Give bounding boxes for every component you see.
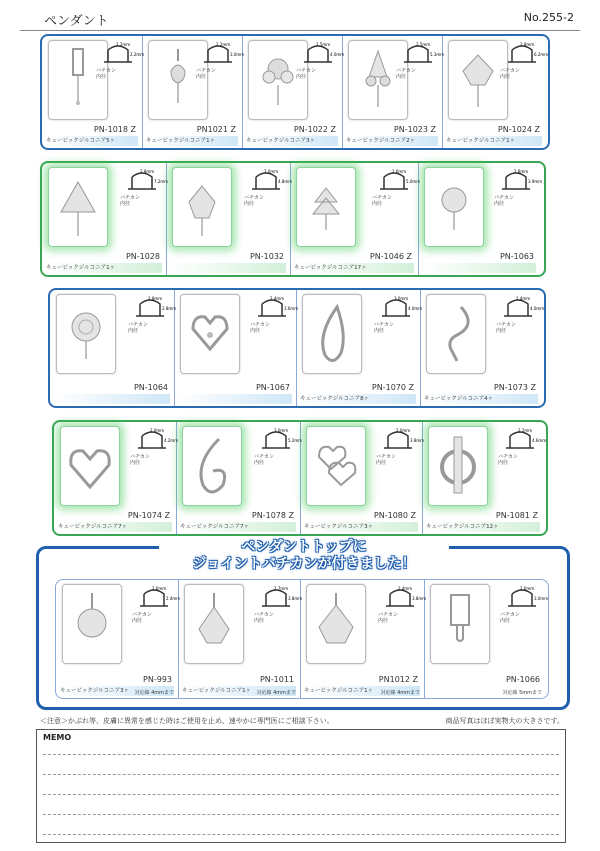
product-card[interactable]: [290, 163, 419, 275]
svg-text:6.2mm: 6.2mm: [534, 52, 549, 57]
chain-size-note: 対応線 4mmまで: [134, 690, 174, 696]
stone-note: キュービックジルコニア7ヶ: [58, 522, 172, 532]
product-card[interactable]: [178, 580, 301, 698]
bail-diagram-icon: 2.5mm 4.0mm バチカン 内径: [296, 42, 345, 80]
product-card[interactable]: [174, 290, 297, 406]
svg-text:2.6mm: 2.6mm: [520, 586, 535, 591]
banner-title: ペンダントトップに ジョイントバチカンが付きました！: [159, 539, 449, 577]
pendant-photo-icon: [428, 426, 488, 506]
pendant-photo-icon: [302, 294, 362, 374]
memo-label: MEMO: [43, 733, 72, 742]
product-card[interactable]: [296, 290, 421, 406]
pendant-photo-icon: [62, 584, 122, 664]
svg-text:2.2mm: 2.2mm: [116, 42, 131, 47]
svg-text:3.8mm: 3.8mm: [410, 438, 425, 443]
pendant-photo-icon: [182, 426, 242, 506]
product-code: PN-1074 Z: [127, 511, 170, 520]
bail-diagram-icon: 2.2mm 4.6mm バチカン 内径: [498, 428, 547, 466]
memo-line: [43, 774, 559, 775]
caution-notice: ＜注意＞かぶれ等、皮膚に異常を感じた時はご使用を止め、速やかに専門医にご相談下さい。: [40, 717, 334, 725]
product-card[interactable]: [342, 36, 443, 148]
bail-diagram-icon: 2.2mm 3.0mm バチカン 内径: [196, 42, 245, 80]
bail-diagram-icon: 2.6mm 5.0mm バチカン 内径: [372, 169, 421, 207]
stone-note: [170, 263, 286, 273]
product-card[interactable]: [166, 163, 291, 275]
product-card[interactable]: [300, 422, 423, 534]
stone-note: キュービックジルコニア1ヶ: [46, 263, 162, 273]
stone-note: キュービックジルコニア7ヶ: [180, 522, 296, 532]
bail-diagram-icon: 2.5mm 5.3mm バチカン 内径: [396, 42, 445, 80]
svg-text:2.8mm: 2.8mm: [162, 306, 177, 311]
svg-text:4.6mm: 4.6mm: [532, 438, 547, 443]
svg-text:4.0mm: 4.0mm: [530, 306, 545, 311]
svg-text:2.4mm: 2.4mm: [166, 596, 181, 601]
svg-text:2.4mm: 2.4mm: [516, 296, 531, 301]
bail-diagram-icon: 3.0mm 4.8mm バチカン 内径: [244, 169, 293, 207]
product-card[interactable]: [42, 163, 167, 275]
bail-diagram-icon: 2.6mm 3.0mm バチカン 内径: [500, 586, 549, 624]
stone-note: キュービックジルコニア1ヶ: [446, 136, 542, 146]
pendant-photo-icon: [306, 426, 366, 506]
product-code: PN-1067: [255, 383, 290, 392]
pendant-photo-icon: [48, 40, 108, 120]
bail-diagram-icon: 2.8mm 2.8mm バチカン 内径: [128, 296, 177, 334]
bail-diagram-icon: 2.7mm 3.8mm バチカン 内径: [254, 586, 303, 624]
pendant-photo-icon: [306, 584, 366, 664]
product-card[interactable]: [56, 580, 179, 698]
svg-text:3.8mm: 3.8mm: [288, 596, 303, 601]
svg-text:2.2mm: 2.2mm: [216, 42, 231, 47]
product-card[interactable]: [42, 36, 143, 148]
bail-diagram-icon: 3.0mm 4.0mm バチカン 内径: [374, 296, 423, 334]
product-code: PN-1081 Z: [495, 511, 538, 520]
svg-text:2.0mm: 2.0mm: [150, 428, 165, 433]
bail-diagram-icon: 2.4mm 4.0mm バチカン 内径: [496, 296, 545, 334]
banner-products: [55, 579, 549, 699]
product-code: PN-1066: [505, 675, 540, 684]
svg-text:2.8mm: 2.8mm: [520, 42, 535, 47]
product-code: PN-1078 Z: [251, 511, 294, 520]
bail-diagram-icon: 2.0mm 3.8mm バチカン 内径: [376, 428, 425, 466]
joint-bail-banner: [36, 539, 570, 710]
stone-note: キュービックジルコニア1ヶ: [146, 136, 238, 146]
svg-text:2.2mm: 2.2mm: [130, 52, 145, 57]
svg-text:2.8mm: 2.8mm: [140, 169, 155, 174]
svg-text:4.2mm: 4.2mm: [164, 438, 179, 443]
product-code: PN-1018 Z: [93, 125, 136, 134]
bail-diagram-icon: 2.2mm 2.2mm バチカン 内径: [96, 42, 145, 80]
stone-note: [178, 394, 292, 404]
product-card[interactable]: [300, 580, 425, 698]
product-card[interactable]: [242, 36, 343, 148]
svg-text:4.0mm: 4.0mm: [330, 52, 345, 57]
product-section-1: [40, 34, 550, 150]
product-card[interactable]: [142, 36, 243, 148]
svg-text:5.0mm: 5.0mm: [406, 179, 421, 184]
pendant-photo-icon: [60, 426, 120, 506]
product-card[interactable]: [50, 290, 175, 406]
stone-note: キュービックジルコニア1ヶ: [182, 686, 296, 696]
bail-diagram-icon: 2.4mm 3.8mm バチカン 内径: [378, 586, 427, 624]
memo-line: [43, 814, 559, 815]
product-code: PN-1023 Z: [393, 125, 436, 134]
svg-text:3.9mm: 3.9mm: [528, 179, 543, 184]
photo-size-note: 商品写真はほぼ実物大の大きさです。: [445, 717, 564, 725]
product-code: PN1021 Z: [196, 125, 236, 134]
svg-text:3.0mm: 3.0mm: [230, 52, 245, 57]
product-code: PN-1073 Z: [493, 383, 536, 392]
pendant-photo-icon: [248, 40, 308, 120]
bail-diagram-icon: 2.4mm 3.6mm バチカン 内径: [250, 296, 299, 334]
product-code: PN-1028: [125, 252, 160, 261]
chain-size-note: 対応線 4mmまで: [256, 690, 296, 696]
stone-note: キュービックジルコニア17ヶ: [294, 263, 414, 273]
bail-diagram-icon: 2.0mm 4.2mm バチカン 内径: [130, 428, 179, 466]
pendant-photo-icon: [148, 40, 208, 120]
bail-diagram-icon: 2.8mm 6.2mm バチカン 内径: [500, 42, 549, 80]
pendant-photo-icon: [296, 167, 356, 247]
bail-diagram-icon: 2.8mm 7.2mm バチカン 内径: [120, 169, 169, 207]
svg-text:7.2mm: 7.2mm: [154, 179, 169, 184]
svg-text:2.4mm: 2.4mm: [398, 586, 413, 591]
svg-text:5.2mm: 5.2mm: [288, 438, 303, 443]
chain-size-note: 対応線 5mmまで: [502, 690, 542, 696]
stone-note: [422, 263, 536, 273]
product-code: PN-1070 Z: [371, 383, 414, 392]
svg-text:2.8mm: 2.8mm: [514, 169, 529, 174]
stone-note: キュービックジルコニア3ヶ: [60, 686, 174, 696]
svg-text:3.0mm: 3.0mm: [274, 428, 289, 433]
chain-size-note: 対応線 4mmまで: [380, 690, 420, 696]
svg-text:2.7mm: 2.7mm: [274, 586, 289, 591]
bail-diagram-icon: 2.6mm 2.4mm バチカン 内径: [132, 586, 181, 624]
page-header: [20, 8, 580, 31]
page-title: ペンダント: [44, 14, 109, 29]
svg-text:2.6mm: 2.6mm: [152, 586, 167, 591]
svg-text:4.8mm: 4.8mm: [278, 179, 293, 184]
product-code: PN-993: [143, 675, 172, 684]
svg-text:2.4mm: 2.4mm: [270, 296, 285, 301]
stone-note: キュービックジルコニア3ヶ: [246, 136, 338, 146]
pendant-photo-icon: [430, 584, 490, 664]
product-code: PN1012 Z: [378, 675, 418, 684]
product-section-4: [52, 420, 548, 536]
pendant-photo-icon: [424, 167, 484, 247]
svg-text:3.0mm: 3.0mm: [534, 596, 549, 601]
product-section-3: [48, 288, 546, 408]
svg-text:2.5mm: 2.5mm: [416, 42, 431, 47]
svg-text:2.0mm: 2.0mm: [396, 428, 411, 433]
memo-line: [43, 754, 559, 755]
svg-text:2.6mm: 2.6mm: [392, 169, 407, 174]
product-code: PN-1046 Z: [369, 252, 412, 261]
svg-text:3.8mm: 3.8mm: [412, 596, 427, 601]
pendant-photo-icon: [448, 40, 508, 120]
svg-text:5.3mm: 5.3mm: [430, 52, 445, 57]
svg-text:2.2mm: 2.2mm: [518, 428, 533, 433]
pendant-photo-icon: [184, 584, 244, 664]
pendant-photo-icon: [48, 167, 108, 247]
product-code: PN-1011: [259, 675, 294, 684]
product-code: PN-1063: [499, 252, 534, 261]
pendant-photo-icon: [348, 40, 408, 120]
pendant-photo-icon: [56, 294, 116, 374]
stone-note: キュービックジルコニア12ヶ: [426, 522, 540, 532]
memo-line: [43, 834, 559, 835]
memo-line: [43, 794, 559, 795]
stone-note: キュービックジルコニア1ヶ: [304, 686, 420, 696]
product-card[interactable]: [442, 36, 549, 148]
svg-text:3.6mm: 3.6mm: [284, 306, 299, 311]
product-card[interactable]: [418, 163, 543, 275]
product-card[interactable]: [176, 422, 301, 534]
product-code: PN-1022 Z: [293, 125, 336, 134]
svg-text:3.0mm: 3.0mm: [394, 296, 409, 301]
product-code: PN-1032: [249, 252, 284, 261]
product-card[interactable]: [54, 422, 177, 534]
product-card[interactable]: [424, 580, 549, 698]
stone-note: キュービックジルコニア5ヶ: [46, 136, 138, 146]
stone-note: キュービックジルコニア3ヶ: [304, 522, 418, 532]
stone-note: キュービックジルコニア8ヶ: [300, 394, 416, 404]
product-section-2: [40, 161, 546, 277]
bail-diagram-icon: 3.0mm 5.2mm バチカン 内径: [254, 428, 303, 466]
page-number: No.255-2: [523, 11, 574, 24]
pendant-photo-icon: [172, 167, 232, 247]
svg-text:3.0mm: 3.0mm: [264, 169, 279, 174]
stone-note: [54, 394, 170, 404]
pendant-photo-icon: [180, 294, 240, 374]
product-card[interactable]: [422, 422, 547, 534]
stone-note: キュービックジルコニア4ヶ: [424, 394, 538, 404]
memo-box[interactable]: [36, 729, 566, 843]
product-code: PN-1064: [133, 383, 168, 392]
svg-text:4.0mm: 4.0mm: [408, 306, 423, 311]
product-code: PN-1024 Z: [497, 125, 540, 134]
stone-note: キュービックジルコニア2ヶ: [346, 136, 438, 146]
product-code: PN-1080 Z: [373, 511, 416, 520]
bail-diagram-icon: 2.8mm 3.9mm バチカン 内径: [494, 169, 543, 207]
svg-text:2.8mm: 2.8mm: [148, 296, 163, 301]
product-card[interactable]: [420, 290, 545, 406]
svg-text:2.5mm: 2.5mm: [316, 42, 331, 47]
pendant-photo-icon: [426, 294, 486, 374]
